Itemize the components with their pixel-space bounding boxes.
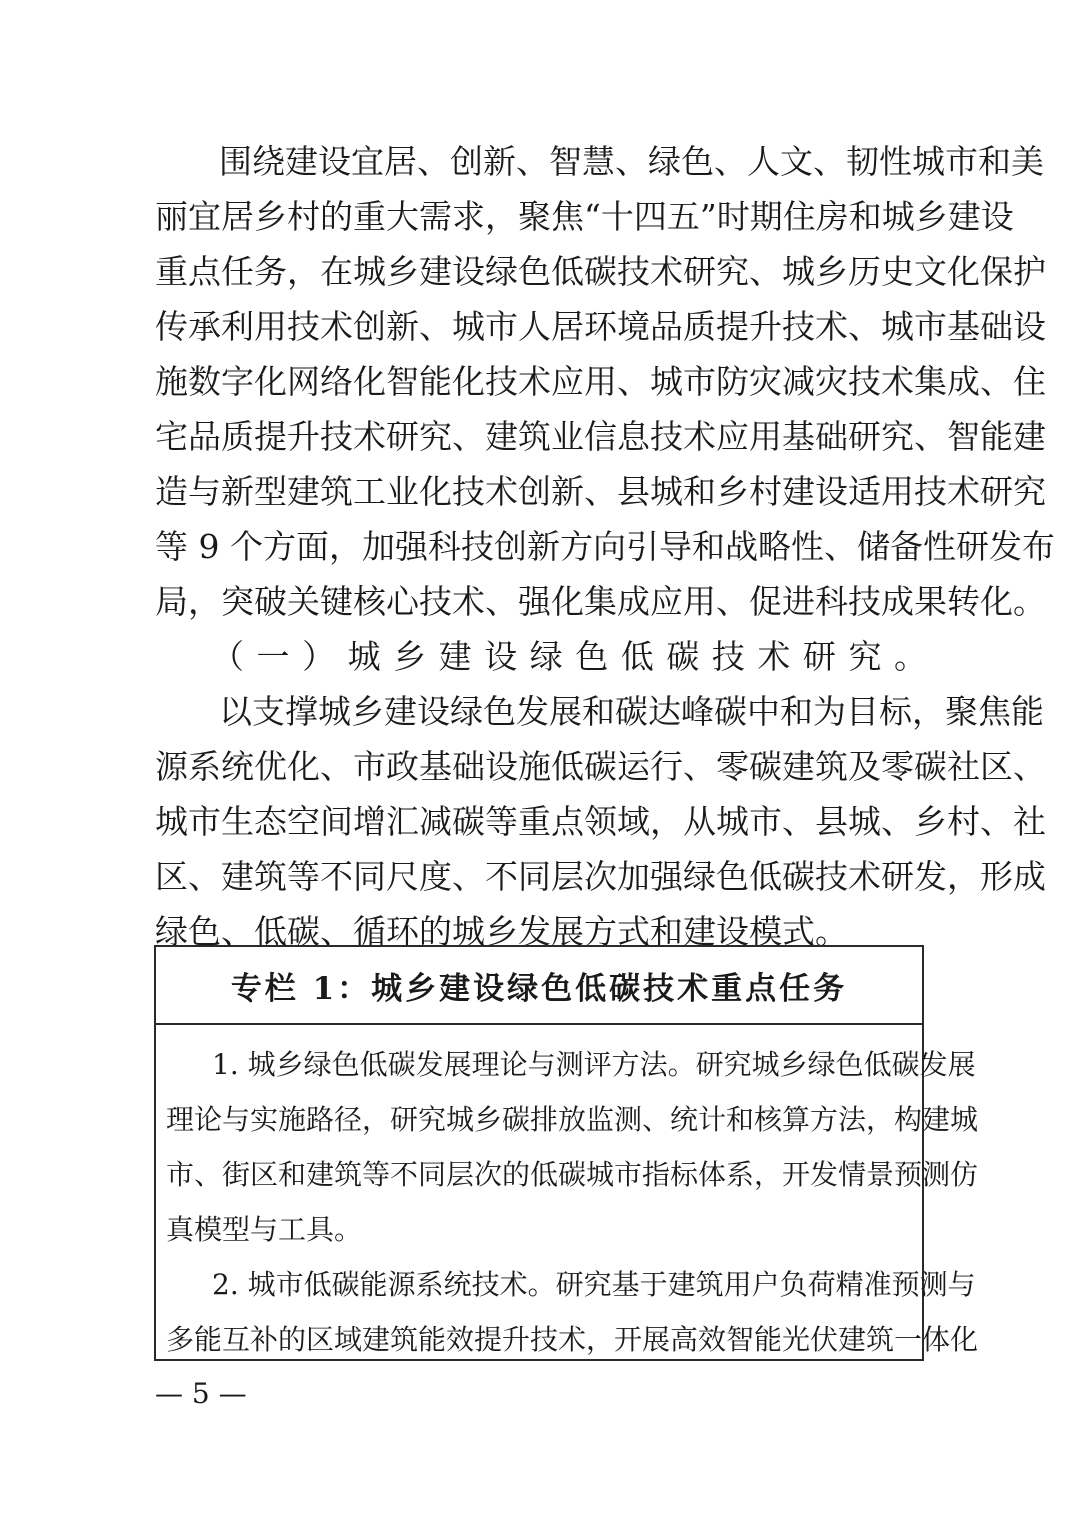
paragraph-2 [155, 684, 1046, 959]
box-item-2-line: 多能互补的区域建筑能效提升技术，开展高效智能光伏建筑一体化 [166, 1323, 979, 1356]
paragraph-1-line: 传承利用技术创新、城市人居环境品质提升技术、城市基础设 [155, 307, 1046, 346]
box-item-1-line: 理论与实施路径，研究城乡碳排放监测、统计和核算方法，构建城 [166, 1103, 979, 1136]
paragraph-1-line: 局，突破关键核心技术、强化集成应用、促进科技成果转化。 [155, 582, 1046, 621]
box-item-1 [166, 1037, 979, 1257]
box-item-1-line: 真模型与工具。 [166, 1213, 363, 1246]
box-item-2 [166, 1257, 979, 1367]
paragraph-1 [155, 134, 1055, 629]
box-item-1-line: 市、街区和建筑等不同层次的低碳城市指标体系，开发情景预测仿 [166, 1158, 979, 1191]
paragraph-2-line: 以支撑城乡建设绿色发展和碳达峰碳中和为目标，聚焦能 [219, 692, 1044, 731]
body-text [155, 134, 1055, 959]
paragraph-2-line: 绿色、低碳、循环的城乡发展方式和建设模式。 [155, 912, 848, 951]
paragraph-1-line: 宅品质提升技术研究、建筑业信息技术应用基础研究、智能建 [155, 417, 1046, 456]
column-box [154, 945, 979, 1361]
paragraph-1-line: 等 9 个方面，加强科技创新方向引导和战略性、储备性研发布 [155, 527, 1055, 566]
paragraph-2-line: 区、建筑等不同尺度、不同层次加强绿色低碳技术研发，形成 [155, 857, 1046, 896]
paragraph-1-line: 施数字化网络化智能化技术应用、城市防灾减灾技术集成、住 [155, 362, 1046, 401]
paragraph-1-line: 造与新型建筑工业化技术创新、县城和乡村建设适用技术研究 [155, 472, 1046, 511]
paragraph-2-line: 城市生态空间增汇减碳等重点领域，从城市、县城、乡村、社 [155, 802, 1046, 841]
paragraph-1-line: 围绕建设宜居、创新、智慧、绿色、人文、韧性城市和美 [219, 142, 1044, 181]
box-item-1-line: 1. 城乡绿色低碳发展理论与测评方法。研究城乡绿色低碳发展 [212, 1048, 976, 1081]
paragraph-1-line: 丽宜居乡村的重大需求，聚焦“十四五”时期住房和城乡建设 [155, 197, 1014, 236]
box-item-2-line: 2. 城市低碳能源系统技术。研究基于建筑用户负荷精准预测与 [212, 1268, 976, 1301]
section-heading: （一）城乡建设绿色低碳技术研究。 [211, 637, 927, 676]
paragraph-2-line: 源系统优化、市政基础设施低碳运行、零碳建筑及零碳社区、 [155, 747, 1046, 786]
column-box-title: 专栏 1：城乡建设绿色低碳技术重点任务 [156, 947, 922, 1025]
paragraph-1-line: 重点任务，在城乡建设绿色低碳技术研究、城乡历史文化保护 [155, 252, 1046, 291]
page-number: — 5 — [155, 1377, 247, 1410]
column-box-body [156, 1025, 979, 1367]
